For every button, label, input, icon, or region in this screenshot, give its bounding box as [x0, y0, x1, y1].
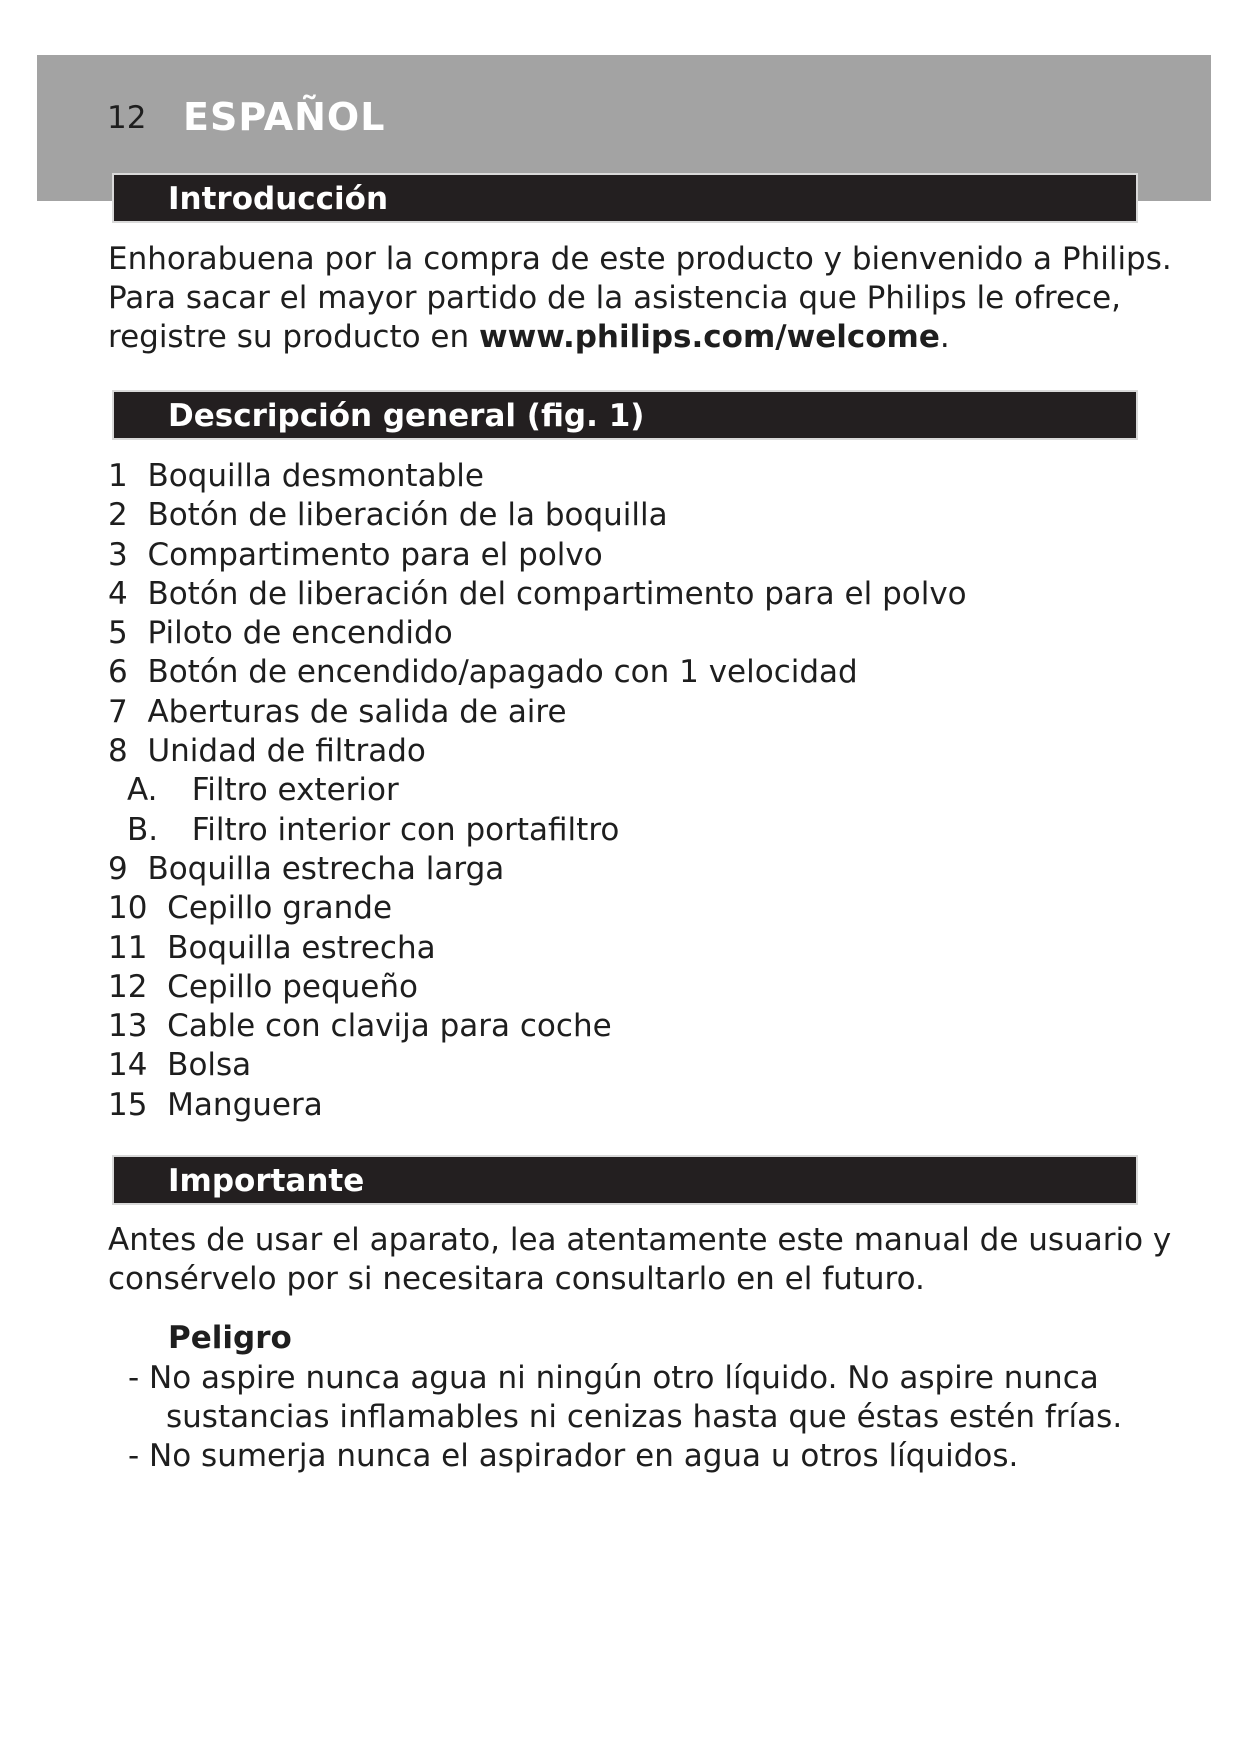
danger-item: - No sumerja nunca el aspirador en agua u otros líquidos.: [128, 1438, 1019, 1474]
page-number: 12: [107, 100, 147, 136]
list-item: [108, 614, 967, 653]
list-item: [108, 1086, 967, 1125]
list-item-number: 8: [108, 733, 128, 770]
list-item: [108, 771, 967, 810]
list-item-number: 13: [108, 1008, 148, 1045]
list-item-text: Boquilla estrecha larga: [147, 850, 505, 887]
list-item: [108, 457, 967, 496]
list-item-number: 3: [108, 536, 128, 573]
intro-line: [108, 318, 1172, 357]
list-item-number: 12: [108, 968, 148, 1005]
danger-list: [128, 1359, 1122, 1476]
list-item-number: 1: [108, 458, 128, 494]
list-item-number: 10: [108, 890, 148, 927]
list-item-number: 14: [108, 1047, 148, 1084]
section-header-overview: [112, 390, 1138, 440]
list-item-text: Aberturas de salida de aire: [147, 693, 567, 730]
list-item-number: 2: [108, 497, 128, 534]
list-item: [108, 929, 967, 968]
list-item-text: Boquilla desmontable: [147, 458, 484, 494]
list-item-text: Unidad de filtrado: [147, 733, 426, 770]
intro-text: .: [939, 319, 950, 355]
danger-item-continued: sustancias inflamables ni cenizas hasta que éstas estén frías.: [166, 1399, 1123, 1435]
important-paragraph: [108, 1221, 1171, 1299]
section-header-important: [112, 1155, 1138, 1205]
intro-line: Enhorabuena por la compra de este producto y bienvenido a Philips.: [108, 241, 1172, 277]
section-title: Introducción: [168, 181, 389, 217]
list-item: [108, 536, 967, 575]
list-item: [108, 693, 967, 732]
language-title: ESPAÑOL: [183, 95, 386, 139]
list-item-number: 15: [108, 1086, 148, 1123]
list-item-text: Bolsa: [167, 1047, 252, 1084]
list-item-number: 4: [108, 575, 128, 612]
list-item: [108, 653, 967, 692]
intro-text: registre su producto en: [108, 319, 480, 355]
important-line: consérvelo por si necesitara consultarlo en el futuro.: [108, 1261, 925, 1297]
list-item-text: Cable con clavija para coche: [167, 1008, 612, 1045]
parts-list: [108, 457, 967, 1125]
list-item-text: Filtro exterior: [191, 772, 399, 809]
list-item-text: Botón de encendido/apagado con 1 velocidad: [147, 654, 858, 691]
list-item: [108, 732, 967, 771]
list-item: [108, 1046, 967, 1085]
list-item-number: 6: [108, 654, 128, 691]
list-item: [108, 850, 967, 889]
important-line: Antes de usar el aparato, lea atentamente este manual de usuario y: [108, 1222, 1172, 1258]
danger-item: - No aspire nunca agua ni ningún otro líquido. No aspire nunca: [128, 1360, 1099, 1396]
list-item: [108, 496, 967, 535]
section-header-intro: [112, 173, 1138, 223]
list-item-text: Boquilla estrecha: [167, 929, 436, 966]
list-item-text: Cepillo pequeño: [167, 968, 418, 1005]
danger-heading: Peligro: [168, 1320, 292, 1356]
list-item-text: Manguera: [167, 1086, 323, 1123]
intro-paragraph: [108, 240, 1172, 357]
list-item: [108, 1007, 967, 1046]
section-title: Descripción general (fig. 1): [168, 398, 645, 434]
list-item-number: 5: [108, 615, 128, 652]
list-item: [108, 575, 967, 614]
list-item-number: 7: [108, 693, 128, 730]
section-title: Importante: [168, 1163, 365, 1199]
list-item-number: 11: [108, 929, 148, 966]
list-item-number: A.: [127, 772, 158, 809]
list-item-text: Botón de liberación de la boquilla: [147, 497, 668, 534]
list-item-text: Compartimento para el polvo: [147, 536, 603, 573]
list-item-number: B.: [127, 811, 159, 848]
intro-line: Para sacar el mayor partido de la asistencia que Philips le ofrece,: [108, 280, 1122, 316]
list-item-text: Filtro interior con portafiltro: [191, 811, 620, 848]
list-item: [108, 811, 967, 850]
welcome-link[interactable]: www.philips.com/welcome: [479, 319, 940, 355]
list-item-number: 9: [108, 850, 128, 887]
list-item-text: Cepillo grande: [167, 890, 393, 927]
list-item-text: Botón de liberación del compartimento para el polvo: [147, 575, 967, 612]
list-item: [108, 968, 967, 1007]
list-item: [108, 889, 967, 928]
list-item-text: Piloto de encendido: [147, 615, 453, 652]
